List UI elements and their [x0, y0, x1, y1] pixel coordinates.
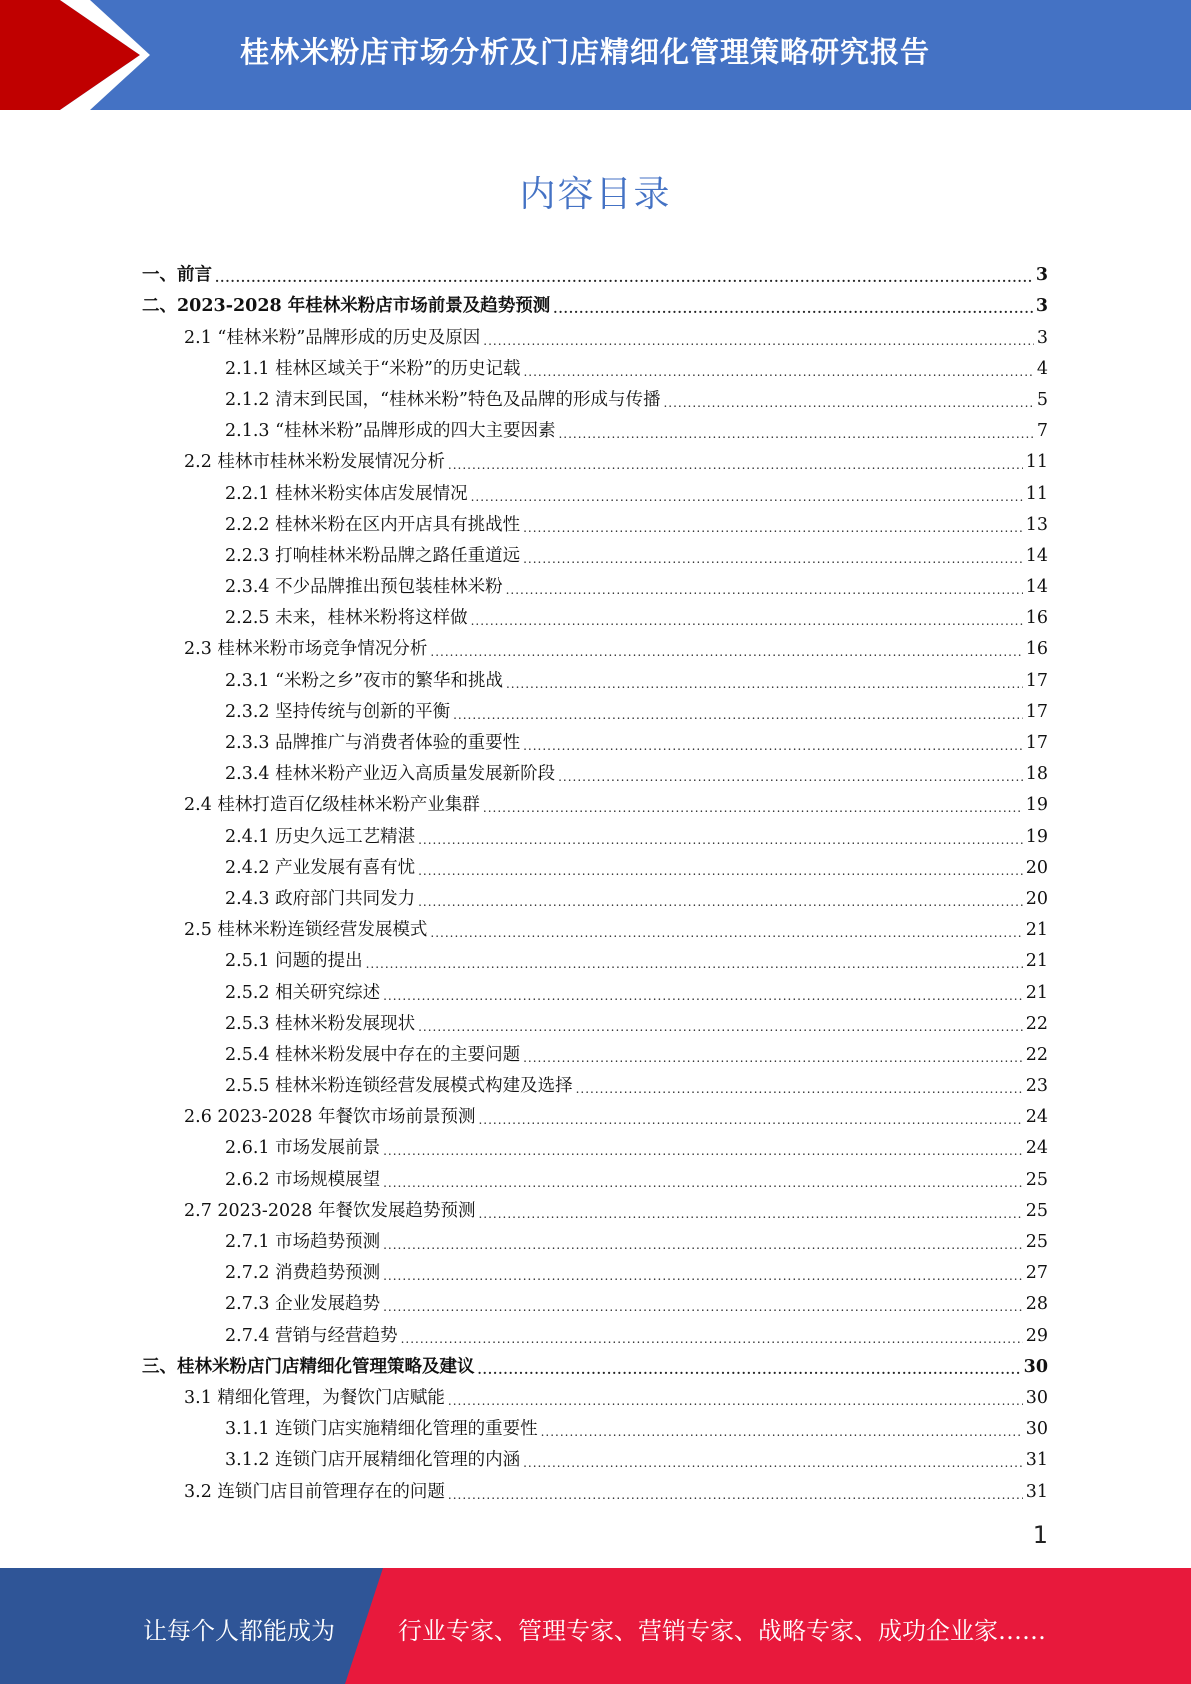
toc-leader-dots — [506, 676, 1023, 692]
toc-leader-dots — [430, 644, 1022, 660]
toc-leader-dots — [478, 1112, 1022, 1128]
toc-leader-dots — [523, 551, 1023, 567]
toc-leader-dots — [523, 738, 1023, 754]
toc-entry-label: 2.3 桂林米粉市场竞争情况分析 — [184, 639, 428, 660]
toc-entry-page: 19 — [1025, 826, 1048, 847]
toc-entry-label: 2.5.5 桂林米粉连锁经营发展模式构建及选择 — [225, 1076, 573, 1097]
toc-leader-dots — [448, 1393, 1023, 1409]
toc-entry-page: 31 — [1025, 1481, 1048, 1502]
toc-entry-page: 22 — [1025, 1013, 1048, 1034]
toc-entry-page: 18 — [1025, 764, 1048, 785]
toc-entry[interactable] — [142, 1409, 1048, 1440]
toc-entry-label: 2.2.1 桂林米粉实体店发展情况 — [225, 483, 468, 504]
toc-entry-page: 7 — [1036, 421, 1048, 442]
toc-entry[interactable] — [142, 972, 1048, 1003]
toc-entry-page: 16 — [1025, 639, 1048, 660]
toc-entry-label: 2.3.1 “米粉之乡”夜市的繁华和挑战 — [225, 670, 503, 691]
toc-leader-dots — [558, 769, 1023, 785]
footer-tagline: 行业专家、管理专家、营销专家、战略专家、成功企业家…… — [398, 1617, 1046, 1645]
toc-entry-label: 2.4.1 历史久远工艺精湛 — [225, 826, 416, 847]
toc-entry-label: 2.1.2 清末到民国，“桂林米粉”特色及品牌的形成与传播 — [225, 389, 661, 410]
toc-entry[interactable] — [142, 910, 1048, 941]
toc-entry-label: 2.4.2 产业发展有喜有忧 — [225, 857, 416, 878]
toc-entry[interactable] — [142, 317, 1048, 348]
toc-entry-label: 2.3.4 桂林米粉产业迈入高质量发展新阶段 — [225, 764, 556, 785]
toc-entry[interactable] — [142, 567, 1048, 598]
toc-entry-page: 5 — [1036, 389, 1048, 410]
toc-entry[interactable] — [142, 1440, 1048, 1471]
toc-entry-label: 2.2.5 未来，桂林米粉将这样做 — [225, 608, 468, 629]
toc-entry-label: 一、前言 — [142, 265, 212, 286]
toc-entry[interactable] — [142, 1315, 1048, 1346]
toc-entry-label: 2.5.2 相关研究综述 — [225, 982, 381, 1003]
toc-entry-label: 2.5.3 桂林米粉发展现状 — [225, 1013, 416, 1034]
toc-leader-dots — [215, 270, 1033, 286]
toc-entry-label: 2.5.4 桂林米粉发展中存在的主要问题 — [225, 1044, 521, 1065]
toc-entry[interactable] — [142, 1471, 1048, 1502]
toc-entry-page: 25 — [1025, 1169, 1048, 1190]
toc-entry[interactable] — [142, 848, 1048, 879]
toc-entry-page: 23 — [1025, 1076, 1048, 1097]
toc-leader-dots — [418, 1019, 1023, 1035]
toc-entry-page: 11 — [1025, 452, 1048, 473]
toc-entry-page: 16 — [1025, 608, 1048, 629]
toc-leader-dots — [471, 613, 1023, 629]
toc-entry-label: 2.7 2023-2028 年餐饮发展趋势预测 — [184, 1200, 476, 1221]
toc-entry[interactable] — [142, 1191, 1048, 1222]
toc-leader-dots — [366, 956, 1023, 972]
toc-entry-label: 2.7.4 营销与经营趋势 — [225, 1325, 398, 1346]
toc-entry-label: 2.1.3 “桂林米粉”品牌形成的四大主要因素 — [225, 421, 556, 442]
toc-entry-page: 25 — [1025, 1200, 1048, 1221]
toc-entry[interactable] — [142, 255, 1048, 286]
toc-leader-dots — [478, 1362, 1021, 1378]
toc-leader-dots — [523, 364, 1033, 380]
toc-entry[interactable] — [142, 1035, 1048, 1066]
toc-leader-dots — [478, 1206, 1022, 1222]
toc-entry-page: 30 — [1025, 1419, 1048, 1440]
toc-entry[interactable] — [142, 692, 1048, 723]
toc-entry-page: 20 — [1025, 888, 1048, 909]
toc-entry[interactable] — [142, 286, 1048, 317]
toc-entry-page: 31 — [1025, 1450, 1048, 1471]
toc-entry-label: 2.7.3 企业发展趋势 — [225, 1294, 381, 1315]
footer-slogan: 让每个人都能成为 — [143, 1617, 335, 1645]
toc-entry[interactable] — [142, 442, 1048, 473]
toc-leader-dots — [483, 800, 1023, 816]
toc-entry[interactable] — [142, 1097, 1048, 1128]
toc-entry[interactable] — [142, 1284, 1048, 1315]
toc-entry[interactable] — [142, 1066, 1048, 1097]
toc-leader-dots — [523, 1050, 1023, 1066]
toc-entry[interactable] — [142, 629, 1048, 660]
toc-leader-dots — [558, 426, 1033, 442]
toc-entry-label: 2.5 桂林米粉连锁经营发展模式 — [184, 920, 428, 941]
toc-entry[interactable] — [142, 598, 1048, 629]
toc-entry-page: 17 — [1025, 701, 1048, 722]
toc-entry-label: 2.6.2 市场规模展望 — [225, 1169, 381, 1190]
toc-leader-dots — [383, 988, 1023, 1004]
toc-entry[interactable] — [142, 785, 1048, 816]
toc-entry-page: 11 — [1025, 483, 1048, 504]
toc-entry-label: 3.1.2 连锁门店开展精细化管理的内涵 — [225, 1450, 521, 1471]
toc-entry-page: 21 — [1025, 951, 1048, 972]
page-header — [0, 0, 1191, 110]
page-footer — [0, 1568, 1191, 1684]
toc-entry[interactable] — [142, 1253, 1048, 1284]
toc-leader-dots — [418, 894, 1023, 910]
toc-entry-label: 2.2 桂林市桂林米粉发展情况分析 — [184, 452, 445, 473]
toc-leader-dots — [663, 395, 1033, 411]
toc-entry-page: 14 — [1025, 545, 1048, 566]
toc-leader-dots — [401, 1331, 1023, 1347]
toc-entry[interactable] — [142, 816, 1048, 847]
toc-leader-dots — [448, 1487, 1023, 1503]
toc-leader-dots — [448, 457, 1023, 473]
toc-entry-page: 25 — [1025, 1232, 1048, 1252]
toc-entry-page: 22 — [1025, 1044, 1048, 1065]
toc-leader-dots — [453, 707, 1023, 723]
toc-entry-label: 2.7.1 市场趋势预测 — [225, 1232, 381, 1252]
toc-entry-label: 三、桂林米粉店门店精细化管理策略及建议 — [142, 1356, 475, 1377]
toc-entry-page: 27 — [1025, 1263, 1048, 1284]
table-of-contents — [142, 255, 1048, 1503]
toc-entry-label: 2.6 2023-2028 年餐饮市场前景预测 — [184, 1107, 476, 1128]
toc-entry[interactable] — [142, 536, 1048, 567]
toc-leader-dots — [553, 301, 1033, 317]
toc-entry-label: 3.1 精细化管理，为餐饮门店赋能 — [184, 1387, 445, 1408]
toc-entry[interactable] — [142, 473, 1048, 504]
toc-entry-label: 2.3.4 不少品牌推出预包装桂林米粉 — [225, 577, 503, 598]
toc-leader-dots — [418, 832, 1023, 848]
toc-entry-page: 17 — [1025, 733, 1048, 753]
toc-entry-label: 3.2 连锁门店目前管理存在的问题 — [184, 1481, 445, 1502]
toc-entry[interactable] — [142, 941, 1048, 972]
toc-entry-label: 2.3.2 坚持传统与创新的平衡 — [225, 701, 451, 722]
toc-entry-page: 4 — [1036, 358, 1048, 379]
toc-entry-page: 14 — [1025, 577, 1048, 598]
toc-heading: 内容目录 — [519, 174, 672, 215]
toc-entry-label: 2.1.1 桂林区域关于“米粉”的历史记载 — [225, 358, 521, 379]
toc-leader-dots — [383, 1237, 1023, 1253]
toc-leader-dots — [383, 1143, 1023, 1159]
toc-leader-dots — [576, 1081, 1023, 1097]
page-number: 1 — [1032, 1521, 1048, 1549]
toc-entry[interactable] — [142, 1128, 1048, 1159]
toc-leader-dots — [523, 520, 1023, 536]
toc-entry[interactable] — [142, 723, 1048, 754]
toc-entry[interactable] — [142, 349, 1048, 380]
toc-entry-page: 21 — [1025, 982, 1048, 1003]
toc-entry-page: 20 — [1025, 857, 1048, 878]
toc-entry[interactable] — [142, 754, 1048, 785]
toc-entry[interactable] — [142, 505, 1048, 536]
toc-entry-page: 30 — [1025, 1387, 1048, 1408]
toc-entry[interactable] — [142, 1222, 1048, 1253]
toc-entry[interactable] — [142, 1347, 1048, 1378]
toc-entry-page: 3 — [1036, 327, 1048, 348]
toc-leader-dots — [383, 1268, 1023, 1284]
toc-leader-dots — [541, 1424, 1023, 1440]
toc-entry-label: 3.1.1 连锁门店实施精细化管理的重要性 — [225, 1419, 538, 1440]
toc-leader-dots — [383, 1299, 1023, 1315]
toc-entry-page: 17 — [1025, 670, 1048, 691]
toc-leader-dots — [430, 925, 1022, 941]
toc-entry[interactable] — [142, 660, 1048, 691]
toc-entry[interactable] — [142, 1159, 1048, 1190]
toc-entry-label: 2.1 “桂林米粉”品牌形成的历史及原因 — [184, 327, 481, 348]
toc-entry[interactable] — [142, 411, 1048, 442]
toc-entry-label: 2.2.2 桂林米粉在区内开店具有挑战性 — [225, 514, 521, 535]
toc-entry[interactable] — [142, 1378, 1048, 1409]
toc-entry-page: 19 — [1025, 795, 1048, 816]
toc-entry-page: 28 — [1025, 1294, 1048, 1315]
toc-entry-label: 二、2023-2028 年桂林米粉店市场前景及趋势预测 — [142, 296, 551, 317]
toc-entry-page: 13 — [1025, 514, 1048, 535]
toc-leader-dots — [483, 333, 1034, 349]
toc-leader-dots — [506, 582, 1023, 598]
toc-entry-page: 3 — [1035, 265, 1048, 286]
toc-entry-page: 24 — [1025, 1107, 1048, 1128]
toc-entry-label: 2.3.3 品牌推广与消费者体验的重要性 — [225, 733, 521, 753]
toc-entry-label: 2.5.1 问题的提出 — [225, 951, 363, 972]
toc-leader-dots — [471, 489, 1023, 505]
toc-entry[interactable] — [142, 380, 1048, 411]
toc-entry-page: 3 — [1035, 296, 1048, 317]
toc-entry-page: 30 — [1023, 1356, 1048, 1377]
toc-entry-label: 2.4 桂林打造百亿级桂林米粉产业集群 — [184, 795, 480, 816]
toc-entry-label: 2.7.2 消费趋势预测 — [225, 1263, 381, 1284]
toc-entry-label: 2.6.1 市场发展前景 — [225, 1138, 381, 1159]
toc-entry-label: 2.2.3 打响桂林米粉品牌之路任重道远 — [225, 545, 521, 566]
header-title: 桂林米粉店市场分析及门店精细化管理策略研究报告 — [240, 35, 931, 69]
toc-entry[interactable] — [142, 1004, 1048, 1035]
toc-leader-dots — [383, 1175, 1023, 1191]
toc-entry-page: 24 — [1025, 1138, 1048, 1159]
toc-leader-dots — [523, 1455, 1023, 1471]
toc-entry-page: 29 — [1025, 1325, 1048, 1346]
toc-entry-label: 2.4.3 政府部门共同发力 — [225, 888, 416, 909]
toc-leader-dots — [418, 863, 1023, 879]
toc-entry[interactable] — [142, 879, 1048, 910]
toc-entry-page: 21 — [1025, 920, 1048, 941]
